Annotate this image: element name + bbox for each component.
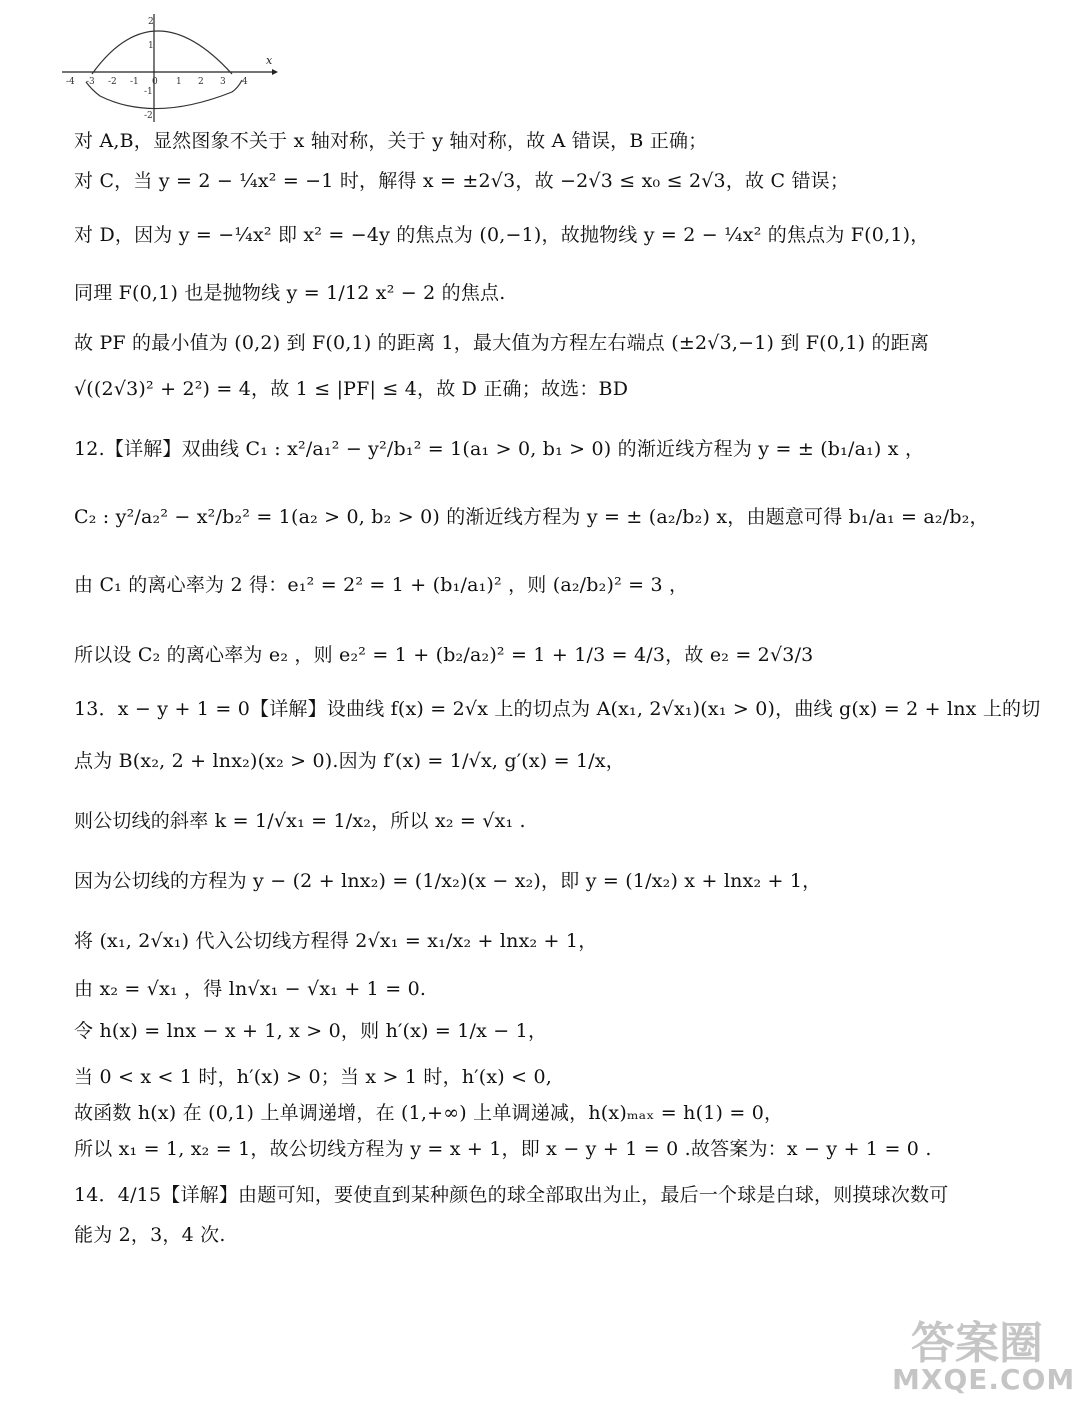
solution-line: √((2√3)² + 2²) = 4，故 1 ≤ |PF| ≤ 4，故 D 正确；故选：BD: [74, 378, 629, 400]
x-tick-label: -3: [86, 77, 95, 87]
problem-12-line: 所以设 C₂ 的离心率为 e₂ ，则 e₂² = 1 + (b₂/a₂)² = 1 + 1/3 = 4/3，故 e₂ = 2√3/3: [74, 644, 814, 666]
problem-12-line: 12.【详解】双曲线 C₁ : x²/a₁² − y²/b₁² = 1(a₁ > 0, b₁ > 0) 的渐近线方程为 y = ± (b₁/a₁) x ，: [74, 438, 925, 460]
y-tick-label: 2: [148, 17, 154, 27]
problem-14-line: 14．4/15【详解】由题可知，要使直到某种颜色的球全部取出为止，最后一个球是白球，则摸球次数可: [74, 1184, 949, 1206]
problem-13-line: 则公切线的斜率 k = 1/√x₁ = 1/x₂，所以 x₂ = √x₁ .: [74, 810, 526, 832]
x-tick-label: 0: [152, 77, 158, 87]
x-tick-label: 2: [198, 77, 204, 87]
problem-13-line: 将 (x₁, 2√x₁) 代入公切线方程得 2√x₁ = x₁/x₂ + lnx₂ + 1，: [74, 930, 598, 952]
problem-13-line: 点为 B(x₂, 2 + lnx₂)(x₂ > 0).因为 f′(x) = 1/√x, g′(x) = 1/x，: [74, 750, 625, 772]
x-axis-arrow: [272, 69, 278, 75]
parabola-graph: [62, 8, 282, 126]
solution-line: 对 D，因为 y = −¼x² 即 x² = −4y 的焦点为 (0,−1)，故抛物线 y = 2 − ¼x² 的焦点为 F(0,1)，: [74, 224, 930, 246]
problem-14-line: 能为 2，3，4 次.: [74, 1224, 226, 1246]
y-tick-label: 1: [148, 41, 154, 51]
solution-line: 故 PF 的最小值为 (0,2) 到 F(0,1) 的距离 1，最大值为方程左右端点 (±2√3,−1) 到 F(0,1) 的距离: [74, 332, 930, 354]
problem-13-line: 令 h(x) = lnx − x + 1, x > 0，则 h′(x) = 1/x − 1，: [74, 1020, 548, 1042]
watermark-top-text: 答案圈: [911, 1318, 1043, 1369]
x-tick-label: -1: [130, 77, 139, 87]
problem-13-line: 故函数 h(x) 在 (0,1) 上单调递增，在 (1,+∞) 上单调递减，h(x)ₘₐₓ = h(1) = 0，: [74, 1102, 784, 1124]
y-tick-label: -1: [144, 87, 153, 97]
problem-13-line: 由 x₂ = √x₁ ，得 ln√x₁ − √x₁ + 1 = 0.: [74, 978, 427, 1000]
x-tick-label: 1: [176, 77, 182, 87]
problem-13-line: 13．x − y + 1 = 0【详解】设曲线 f(x) = 2√x 上的切点为 A(x₁, 2√x₁)(x₁ > 0)，曲线 g(x) = 2 + lnx 上的切: [74, 698, 1041, 720]
y-tick-label: -2: [144, 111, 153, 121]
problem-13-line: 所以 x₁ = 1, x₂ = 1，故公切线方程为 y = x + 1，即 x − y + 1 = 0 .故答案为：x − y + 1 = 0 .: [74, 1138, 932, 1160]
watermark-bottom-text: MXQE.COM: [892, 1363, 1076, 1396]
x-tick-label: 4: [242, 77, 248, 87]
problem-12-line: C₂ : y²/a₂² − x²/b₂² = 1(a₂ > 0, b₂ > 0) 的渐近线方程为 y = ± (a₂/b₂) x，由题意可得 b₁/a₁ = a₂/b₂，: [74, 506, 989, 528]
x-tick-label: -2: [108, 77, 117, 87]
x-tick-label: -4: [66, 77, 75, 87]
problem-12-line: 由 C₁ 的离心率为 2 得：e₁² = 2² = 1 + (b₁/a₁)² ，则 (a₂/b₂)² = 3 ，: [74, 574, 689, 596]
watermark-logo: [892, 1307, 1076, 1403]
problem-13-line: 因为公切线的方程为 y − (2 + lnx₂) = (1/x₂)(x − x₂)，即 y = (1/x₂) x + lnx₂ + 1，: [74, 870, 822, 892]
solution-line: 对 A,B，显然图象不关于 x 轴对称，关于 y 轴对称，故 A 错误，B 正确；: [74, 130, 708, 152]
upper-parabola-arc: [92, 31, 232, 74]
solution-line: 同理 F(0,1) 也是抛物线 y = 1/12 x² − 2 的焦点.: [74, 282, 506, 304]
x-axis-label: x: [266, 54, 273, 67]
x-tick-label: 3: [220, 77, 226, 87]
solution-line: 对 C，当 y = 2 − ¼x² = −1 时，解得 x = ±2√3，故 −2√3 ≤ x₀ ≤ 2√3，故 C 错误；: [74, 170, 850, 192]
problem-13-line: 当 0 < x < 1 时，h′(x) > 0；当 x > 1 时，h′(x) < 0,: [74, 1066, 553, 1088]
